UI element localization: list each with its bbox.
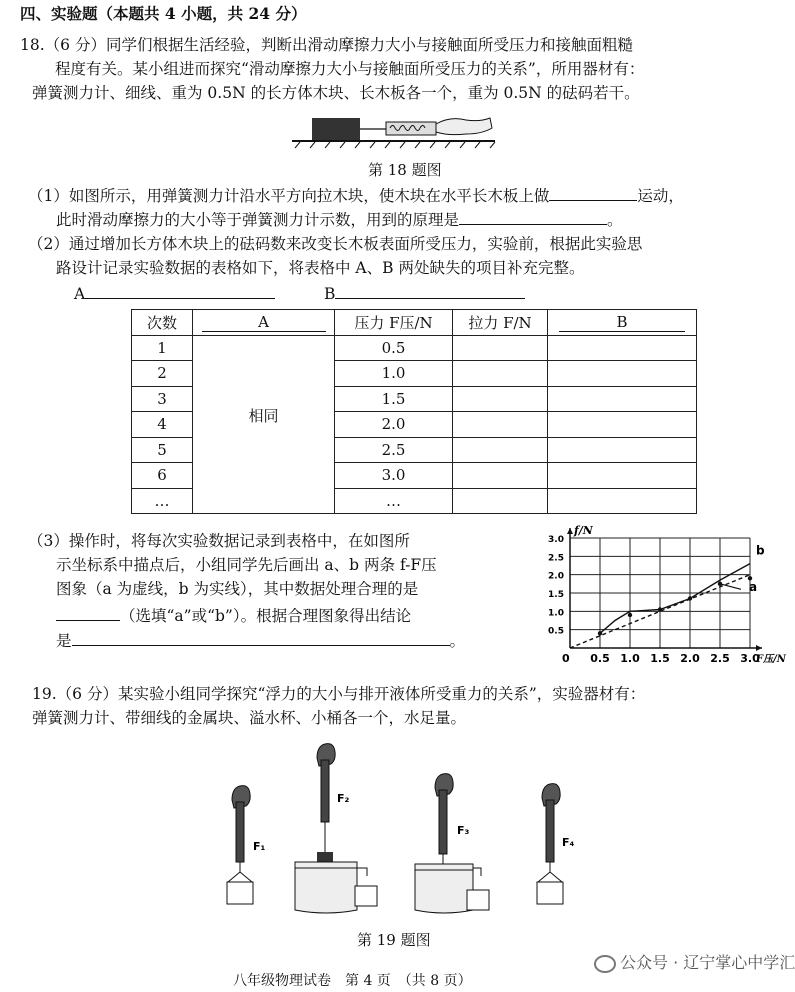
q18-line1: 18.（6 分）同学们根据生活经验，判断出滑动摩擦力大小与接触面所受压力和接触面粗糙 xyxy=(20,36,633,54)
q18-part3-line4 xyxy=(56,604,411,627)
panel-f3 xyxy=(415,774,489,913)
series-label-b: b xyxy=(756,543,765,558)
y-axis-arrow-icon xyxy=(567,528,573,534)
q18-line2: 程度有关。某小组进而探究“滑动摩擦力大小与接触面所受压力的关系”，所用器材有： xyxy=(55,60,645,78)
y-tick-label: 2.0 xyxy=(548,571,564,582)
pull-cell xyxy=(453,412,548,438)
chart-labels xyxy=(573,524,787,665)
b-cell xyxy=(548,361,697,387)
y-tick-label: 3.0 xyxy=(548,535,564,545)
page-footer: 八年级物理试卷 第 4 页 （共 8 页） xyxy=(233,973,472,989)
header-b-text: B xyxy=(559,313,685,332)
q18-part1-line1 xyxy=(28,184,684,207)
header-b xyxy=(548,310,697,336)
table-header-row xyxy=(132,310,697,336)
pull-cell xyxy=(453,463,548,489)
q18-blank-principle xyxy=(459,208,607,225)
x-tick-label: 1.0 xyxy=(620,652,640,665)
blank-b xyxy=(335,282,525,299)
chart-tick-labels xyxy=(548,535,760,665)
header-pressure: 压力 F压/N xyxy=(335,310,453,336)
spring-scale xyxy=(386,122,436,135)
blank-conclusion xyxy=(72,629,450,646)
q18-part1-text-c: 此时滑动摩擦力的大小等于弹簧测力计示数，用到的原理是 xyxy=(56,211,460,229)
wechat-icon xyxy=(594,955,616,973)
b-cell xyxy=(548,437,697,463)
x-tick-label: 2.0 xyxy=(680,652,700,665)
x-tick-label: 0.5 xyxy=(590,652,610,665)
trial-number: 2 xyxy=(132,361,193,387)
data-table xyxy=(131,309,697,514)
label-a-row xyxy=(74,282,275,305)
q19-line1: 19.（6 分）某实验小组同学探究“浮力的大小与排开液体所受重力的关系”，实验器材有： xyxy=(32,685,646,703)
x-tick-label: 2.5 xyxy=(710,652,730,665)
chart-axes xyxy=(567,528,762,651)
x-axis-arrow-icon xyxy=(756,645,762,651)
origin-label: 0 xyxy=(562,652,570,665)
header-a xyxy=(193,310,335,336)
q19-apparatus-figure xyxy=(205,740,590,920)
q18-part3-line1: （3）操作时，将每次实验数据记录到表格中，在如图所 xyxy=(28,532,410,550)
q18-part3-shi: 是 xyxy=(56,632,72,650)
series-label-a: a xyxy=(749,580,758,595)
data-point xyxy=(658,607,662,611)
header-pull: 拉力 F/N xyxy=(453,310,548,336)
b-cell xyxy=(548,488,697,514)
q18-figure-caption: 第 18 题图 xyxy=(368,161,442,179)
pressure-value: 0.5 xyxy=(335,335,453,361)
panel-f1 xyxy=(227,786,266,904)
blank-a xyxy=(85,282,275,299)
x-tick-label: 3.0 xyxy=(740,652,760,665)
b-cell xyxy=(548,412,697,438)
trial-number: 1 xyxy=(132,335,193,361)
blank-choice xyxy=(56,604,120,621)
pull-cell xyxy=(453,361,548,387)
label-f1: F₁ xyxy=(253,840,266,853)
label-b-row xyxy=(324,282,525,305)
merged-a-cell: 相同 xyxy=(193,335,335,514)
pressure-value: 3.0 xyxy=(335,463,453,489)
data-point xyxy=(688,596,692,600)
trial-number: 3 xyxy=(132,386,193,412)
pressure-value: 1.5 xyxy=(335,386,453,412)
pressure-value: 2.0 xyxy=(335,412,453,438)
trial-number: 6 xyxy=(132,463,193,489)
b-cell xyxy=(548,335,697,361)
data-point xyxy=(718,582,722,586)
watermark xyxy=(594,950,795,973)
x-tick-label: 1.5 xyxy=(650,652,670,665)
panel-f2 xyxy=(295,744,377,913)
q18-part3-text: （选填“a”或“b”）。根据合理图象得出结论 xyxy=(120,607,412,625)
series-line-b xyxy=(600,564,750,634)
q18-part1-end: 。 xyxy=(607,211,623,229)
label-a: A xyxy=(74,285,86,303)
y-tick-label: 0.5 xyxy=(548,626,564,637)
q19-line2: 弹簧测力计、带细线的金属块、溢水杯、小桶各一个，水足量。 xyxy=(32,709,467,727)
q18-apparatus-figure xyxy=(290,108,500,150)
y-tick-label: 2.5 xyxy=(548,553,564,564)
q18-part3-line3: 图象（a 为虚线，b 为实线），其中数据处理合理的是 xyxy=(56,580,419,598)
q19-figure-caption: 第 19 题图 xyxy=(357,931,431,949)
header-a-text: A xyxy=(202,313,326,332)
q18-blank-motion xyxy=(549,184,637,201)
label-b: B xyxy=(324,285,336,303)
pull-cell xyxy=(453,437,548,463)
data-point xyxy=(598,631,602,635)
pressure-value: 2.5 xyxy=(335,437,453,463)
q18-part3-line2: 示坐标系中描点后，小组同学先后画出 a、b 两条 f-F压 xyxy=(56,556,437,574)
panel-f4 xyxy=(537,784,575,904)
hand-icon xyxy=(436,118,492,135)
q18-part1-line2 xyxy=(56,208,623,231)
q18-line3: 弹簧测力计、细线、重为 0.5N 的长方体木块、长木板各一个，重为 0.5N 的砝码若干。 xyxy=(32,84,640,102)
y-tick-label: 1.5 xyxy=(548,590,564,600)
watermark-text: 公众号 · 辽宁掌心中学汇 xyxy=(620,953,795,972)
x-axis-label: F压/N xyxy=(756,654,786,665)
table-row xyxy=(132,335,697,361)
trial-number: 4 xyxy=(132,412,193,438)
trial-number: 5 xyxy=(132,437,193,463)
label-f3: F₃ xyxy=(457,824,470,837)
label-f4: F₄ xyxy=(562,836,575,849)
q18-part3-line5 xyxy=(56,629,465,652)
q18-part2-line1: （2）通过增加长方体木块上的砝码数来改变长木板表面所受压力，实验前，根据此实验思 xyxy=(28,235,643,253)
y-axis-label: f/N xyxy=(574,524,593,537)
wooden-block xyxy=(312,118,360,140)
pull-cell xyxy=(453,335,548,361)
b-cell xyxy=(548,463,697,489)
pull-cell xyxy=(453,488,548,514)
chart-grid xyxy=(570,538,750,648)
trial-number: … xyxy=(132,488,193,514)
pressure-value: … xyxy=(335,488,453,514)
y-tick-label: 1.0 xyxy=(548,608,564,619)
q18-part1-text-a: （1）如图所示，用弹簧测力计沿水平方向拉木块，使木块在水平长木板上做 xyxy=(28,187,550,205)
friction-chart xyxy=(532,523,786,673)
label-f2: F₂ xyxy=(337,792,350,805)
series-line-extra xyxy=(720,584,741,590)
pull-cell xyxy=(453,386,548,412)
data-point xyxy=(628,613,632,617)
q18-part2-line2: 路设计记录实验数据的表格如下，将表格中 A、B 两处缺失的项目补充完整。 xyxy=(56,259,585,277)
q18-part3-end: 。 xyxy=(449,632,466,650)
b-cell xyxy=(548,386,697,412)
header-trial: 次数 xyxy=(132,310,193,336)
pressure-value: 1.0 xyxy=(335,361,453,387)
section-title: 四、实验题（本题共 4 小题，共 24 分） xyxy=(20,4,307,23)
q18-part1-text-b: 运动， xyxy=(637,187,684,205)
